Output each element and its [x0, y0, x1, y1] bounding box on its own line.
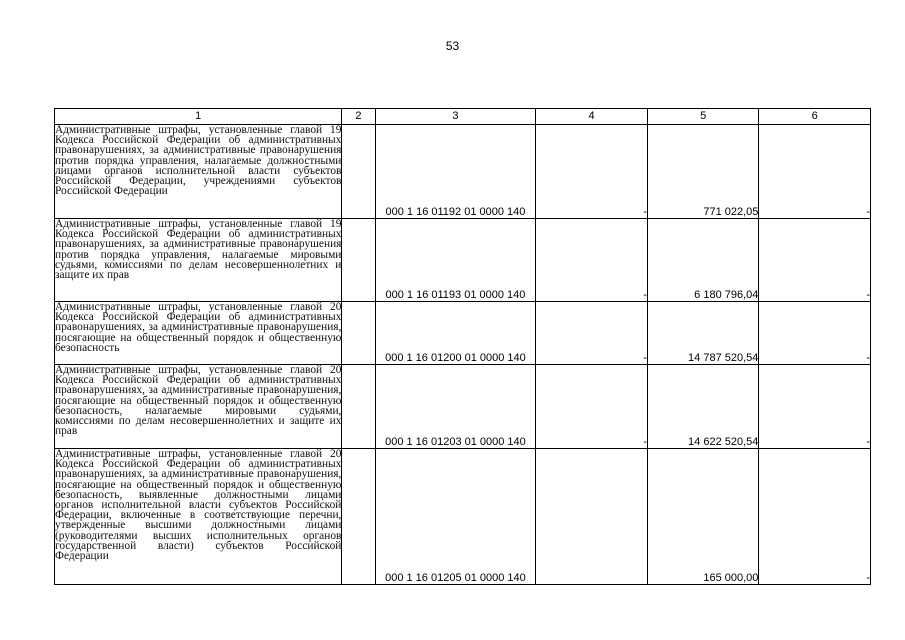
revenue-table [54, 108, 871, 585]
row-amount: 6 180 796,04 [647, 219, 759, 302]
column-header-4: 4 [536, 109, 648, 125]
row-col2 [342, 302, 375, 365]
row-col4: - [536, 125, 648, 219]
row-col6: - [759, 449, 871, 585]
table-row [55, 365, 871, 449]
row-col2 [342, 365, 375, 449]
row-col6: - [759, 219, 871, 302]
row-description: Административные штрафы, установленные главой 19 Кодекса Российской Федерации об административных правонарушениях, за административные правонарушения против порядка управления, налагаемые должностными лицами органов исполнительной власти субъектов Российской Федерации, учреждениями субъектов Российской Федерации [55, 125, 342, 219]
row-col6: - [759, 125, 871, 219]
row-amount: 14 622 520,54 [647, 365, 759, 449]
row-col4 [536, 449, 648, 585]
table-header-row [55, 109, 871, 125]
row-budget-code: 000 1 16 01205 01 0000 140 [375, 449, 536, 585]
table-row [55, 219, 871, 302]
row-col2 [342, 125, 375, 219]
row-col2 [342, 219, 375, 302]
column-header-6: 6 [759, 109, 871, 125]
row-col4: - [536, 365, 648, 449]
column-header-5: 5 [647, 109, 759, 125]
row-description: Административные штрафы, установленные главой 20 Кодекса Российской Федерации об административных правонарушениях, за административные правонарушения, посягающие на общественный порядок и общественную безопасность, налагаемые мировыми судьями, комиссиями по делам несовершеннолетних и защите их прав [55, 365, 342, 449]
row-amount: 14 787 520,54 [647, 302, 759, 365]
row-description: Административные штрафы, установленные главой 20 Кодекса Российской Федерации об административных правонарушениях, за административные правонарушения, посягающие на общественный порядок и общественную безопасность [55, 302, 342, 365]
row-budget-code: 000 1 16 01192 01 0000 140 [375, 125, 536, 219]
column-header-3: 3 [375, 109, 536, 125]
row-budget-code: 000 1 16 01193 01 0000 140 [375, 219, 536, 302]
row-description: Административные штрафы, установленные главой 20 Кодекса Российской Федерации об административных правонарушениях, за административные правонарушения, посягающие на общественный порядок и общественную безопасность, выявленные должностными лицами органов исполнительной власти субъектов Российской Федерации, включенные в соответствующие перечни, утвержденные высшими должностными лицами (руководителями высших исполнительных органов государственной власти) субъектов Российской Федерации [55, 449, 342, 585]
row-col4: - [536, 302, 648, 365]
row-description: Административные штрафы, установленные главой 19 Кодекса Российской Федерации об административных правонарушениях, за административные правонарушения против порядка управления, налагаемые мировыми судьями, комиссиями по делам несовершеннолетних и защите их прав [55, 219, 342, 302]
table-row [55, 449, 871, 585]
row-col6: - [759, 302, 871, 365]
page-number: 53 [445, 39, 460, 53]
row-col6: - [759, 365, 871, 449]
row-budget-code: 000 1 16 01203 01 0000 140 [375, 365, 536, 449]
row-amount: 165 000,00 [647, 449, 759, 585]
column-header-2: 2 [342, 109, 375, 125]
table-row [55, 302, 871, 365]
table-row [55, 125, 871, 219]
row-col2 [342, 449, 375, 585]
row-budget-code: 000 1 16 01200 01 0000 140 [375, 302, 536, 365]
row-col4: - [536, 219, 648, 302]
row-amount: 771 022,05 [647, 125, 759, 219]
column-header-1: 1 [55, 109, 342, 125]
